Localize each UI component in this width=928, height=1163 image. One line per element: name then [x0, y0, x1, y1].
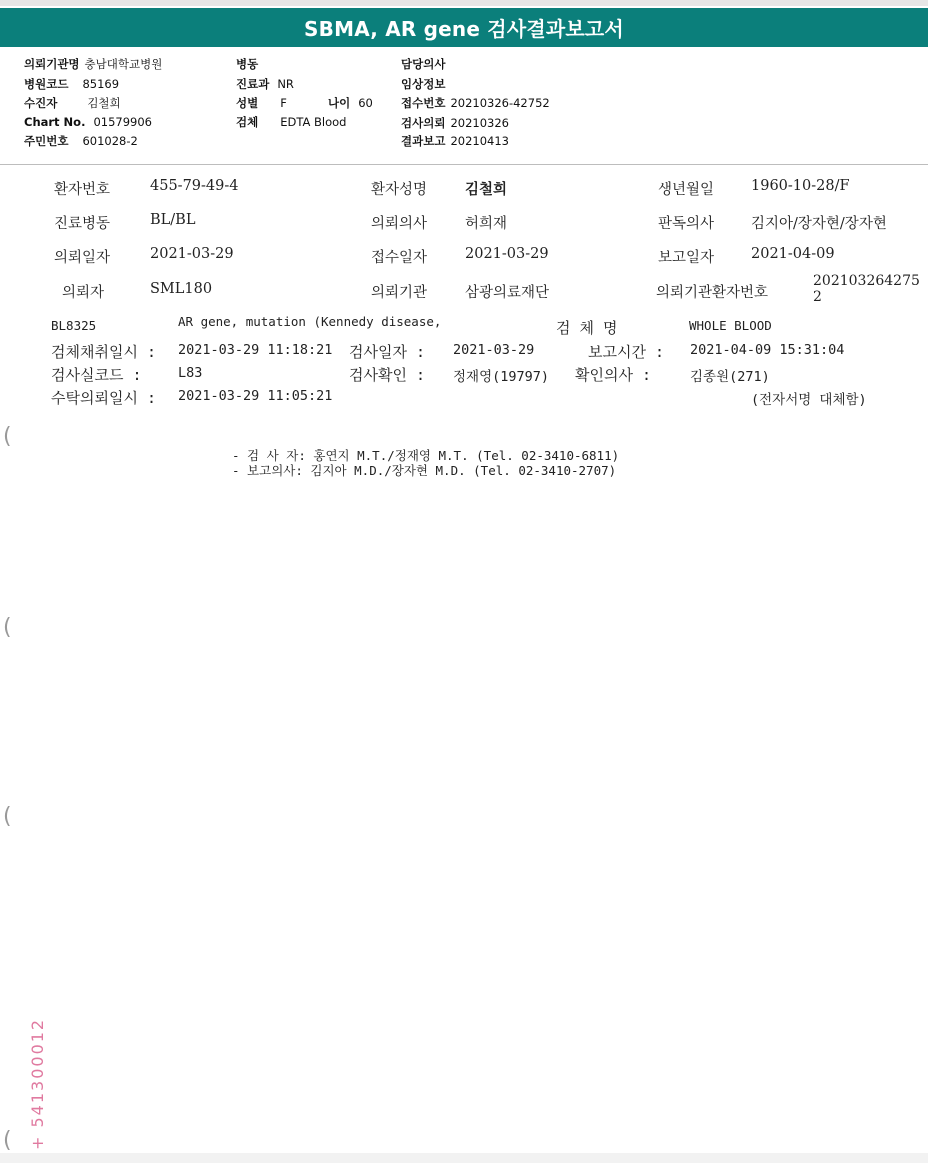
summary-sex: 성별 F [236, 96, 287, 110]
label-consign-time: 수탁의뢰일시 : [51, 389, 157, 407]
label-request-date: 의뢰일자 [54, 250, 111, 266]
summary-institution: 의뢰기관명 충남대학교병원 [24, 57, 163, 71]
label-report-time: 보고시간 : [588, 343, 665, 361]
label-receipt-date: 접수일자 [371, 250, 428, 266]
label-confirm-doctor: 확인의사 : [575, 366, 652, 384]
punch-hole-mark: ( [3, 615, 12, 640]
label-specimen: 검 체 명 [556, 319, 618, 337]
value-consign-time: 2021-03-29 11:05:21 [178, 388, 333, 404]
label-institution-patient-no: 의뢰기관환자번호 [656, 285, 769, 301]
label-test-confirm: 검사확인 : [349, 366, 426, 384]
summary-patient: 수진자 김철희 [24, 96, 121, 110]
tester-contact: - 검 사 자: 홍연지 M.T./정재영 M.T. (Tel. 02-3410-6811) [232, 448, 620, 463]
report-doctor-contact: - 보고의사: 김지아 M.D./장자현 M.D. (Tel. 02-3410-2707) [232, 463, 617, 478]
value-collect-time: 2021-03-29 11:18:21 [178, 342, 333, 358]
summary-attending: 담당의사 [401, 57, 446, 71]
value-test-date: 2021-03-29 [453, 342, 535, 358]
value-institution: 삼광의료재단 [465, 285, 550, 301]
test-name: AR gene, mutation (Kennedy disease, [178, 314, 442, 329]
summary-specimen: 검체 EDTA Blood [236, 115, 347, 129]
label-collect-time: 검체채취일시 : [51, 343, 157, 361]
label-reader: 판독의사 [658, 216, 715, 232]
value-receipt-date: 2021-03-29 [465, 246, 549, 262]
value-dob: 1960-10-28/F [751, 178, 850, 194]
value-patient-no: 455-79-49-4 [150, 178, 239, 194]
value-report-date: 2021-04-09 [751, 246, 835, 262]
summary-age: 나이 60 [328, 96, 373, 110]
label-ward: 진료병동 [54, 216, 111, 232]
value-requester: SML180 [150, 281, 213, 297]
value-institution-patient-no: 202103264275 2 [813, 273, 920, 305]
label-institution: 의뢰기관 [371, 285, 428, 301]
value-confirm-doctor: 김종원(271) [690, 369, 770, 385]
label-test-date: 검사일자 : [349, 343, 426, 361]
summary-clinical-info: 임상정보 [401, 77, 446, 91]
value-patient-name: 김철희 [465, 181, 508, 198]
summary-resident-no: 주민번호 601028-2 [24, 134, 138, 148]
value-test-confirm: 정재영(19797) [453, 369, 550, 385]
esign-note: (전자서명 대체함) [751, 392, 867, 408]
punch-hole-mark: ( [3, 424, 12, 449]
punch-hole-mark: ( [3, 804, 12, 829]
label-dob: 생년월일 [658, 182, 715, 198]
label-patient-name: 환자성명 [371, 182, 428, 198]
summary-section [0, 47, 928, 165]
value-specimen: WHOLE BLOOD [689, 318, 772, 333]
document-serial-number: + 541300012 [28, 1017, 47, 1150]
label-report-date: 보고일자 [658, 250, 715, 266]
label-doctor: 의뢰의사 [371, 216, 428, 232]
summary-test-request: 검사의뢰 20210326 [401, 116, 509, 130]
punch-hole-mark: ( [3, 1128, 12, 1153]
summary-hospital-code: 병원코드 85169 [24, 77, 120, 91]
summary-ward: 병동 [236, 57, 259, 71]
label-patient-no: 환자번호 [54, 182, 111, 198]
label-lab-code: 검사실코드 : [51, 366, 142, 384]
summary-chart-no: Chart No. 01579906 [24, 115, 152, 129]
summary-result-report: 결과보고 20210413 [401, 134, 509, 148]
value-doctor: 허희재 [465, 216, 508, 232]
value-reader: 김지아/장자현/장자현 [751, 216, 887, 232]
summary-department: 진료과 NR [236, 77, 294, 91]
test-code: BL8325 [51, 318, 97, 333]
value-request-date: 2021-03-29 [150, 246, 234, 262]
label-requester: 의뢰자 [62, 285, 105, 301]
top-border [0, 0, 928, 6]
value-lab-code: L83 [178, 365, 203, 381]
value-report-time: 2021-04-09 15:31:04 [690, 342, 845, 358]
summary-receipt-no: 접수번호 20210326-42752 [401, 96, 550, 110]
report-title: SBMA, AR gene 검사결과보고서 [304, 17, 624, 41]
report-header [0, 8, 928, 47]
value-ward: BL/BL [150, 212, 196, 228]
